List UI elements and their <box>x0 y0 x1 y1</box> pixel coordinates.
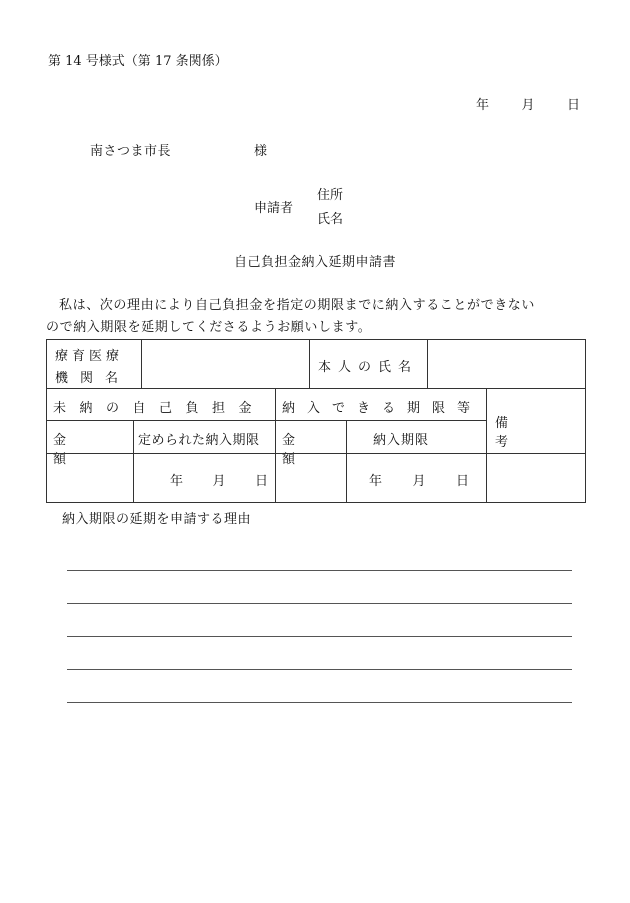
medical-institution-line2: 機関名 <box>55 371 131 386</box>
name-field-label[interactable]: 氏名 <box>317 212 344 227</box>
amount-label-2: 金額 <box>282 433 320 467</box>
set-deadline-date-input[interactable] <box>133 453 276 503</box>
unpaid-amount-label: 未納の自己負担金 <box>53 401 266 416</box>
set-deadline-header <box>133 420 276 454</box>
statement-line-2: ので納入期限を延期してくださるようお願いします。 <box>46 320 372 335</box>
day-label: 日 <box>566 98 580 113</box>
amount-header-1 <box>46 420 134 467</box>
patient-name-label: 本人の氏名 <box>318 360 419 375</box>
day-label: 日 <box>254 474 268 489</box>
day-label: 日 <box>455 474 469 489</box>
year-label: 年 <box>476 98 490 113</box>
amount-label-1: 金額 <box>53 433 107 467</box>
patient-name-input[interactable] <box>427 339 586 389</box>
statement-line-1: 私は、次の理由により自己負担金を指定の期限までに納入することができない <box>59 298 536 313</box>
reason-line[interactable] <box>67 702 572 703</box>
unpaid-amount-input[interactable] <box>46 453 134 503</box>
addressee-name: 南さつま市長 <box>90 144 172 159</box>
month-label: 月 <box>412 474 426 489</box>
reason-line[interactable] <box>67 570 572 571</box>
remarks-input[interactable] <box>486 453 586 503</box>
remarks-label: 備考 <box>495 416 563 450</box>
addressee-honorific: 様 <box>254 144 268 159</box>
medical-institution-input[interactable] <box>141 339 310 389</box>
payment-deadline-date-input[interactable] <box>346 453 487 503</box>
applicant-label: 申請者 <box>254 201 294 216</box>
reason-line[interactable] <box>67 603 572 604</box>
unpaid-amount-header <box>46 388 276 421</box>
document-title: 自己負担金納入延期申請書 <box>233 255 396 270</box>
deferral-table <box>46 339 586 503</box>
application-date[interactable] <box>476 94 580 113</box>
month-label: 月 <box>521 98 535 113</box>
reason-line[interactable] <box>67 669 572 670</box>
set-deadline-label: 定められた納入期限 <box>138 433 260 448</box>
amount-header-2 <box>275 420 347 467</box>
reason-line[interactable] <box>67 636 572 637</box>
address-field-label[interactable]: 住所 <box>317 188 344 203</box>
form-number: 第 14 号様式（第 17 条関係） <box>48 54 228 69</box>
payable-deadline-header <box>275 388 487 421</box>
medical-institution-header <box>46 339 142 389</box>
year-label: 年 <box>369 474 383 489</box>
reason-label: 納入期限の延期を申請する理由 <box>62 512 252 527</box>
payable-deadline-label: 納入できる期限等 <box>282 401 483 416</box>
payable-amount-input[interactable] <box>275 453 347 503</box>
month-label: 月 <box>212 474 226 489</box>
payment-deadline-label: 納入期限 <box>373 433 430 448</box>
medical-institution-line1: 療育医療 <box>55 349 124 364</box>
patient-name-header <box>309 339 428 389</box>
remarks-header <box>486 388 586 454</box>
request-statement <box>46 295 590 339</box>
year-label: 年 <box>170 474 184 489</box>
payment-deadline-header <box>346 420 487 454</box>
